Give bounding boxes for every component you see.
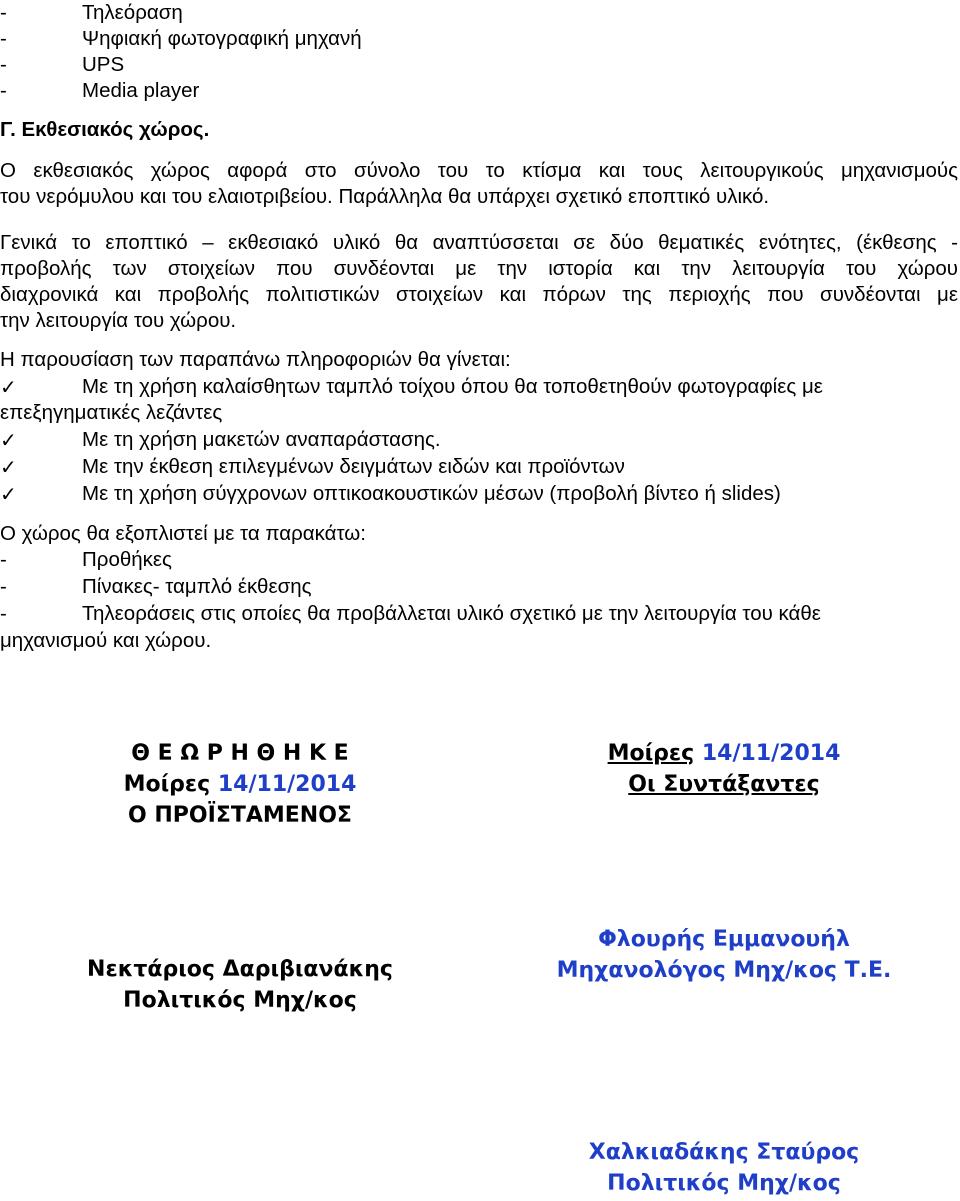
date-text: 14/11/2014: [217, 772, 357, 797]
check-mark-icon: ✓: [0, 375, 17, 399]
list-item-text: Media player: [82, 79, 200, 102]
list-item-text: Ψηφιακή φωτογραφική μηχανή: [82, 27, 362, 50]
approved-label: Θ Ε Ω Ρ Η Θ Η Κ Ε: [131, 741, 349, 766]
head-role: Πολιτικός Μηχ/κος: [123, 988, 357, 1013]
check-item-text: Με τη χρήση μακετών αναπαράστασης.: [82, 428, 441, 451]
place-text: Μοίρες: [607, 741, 695, 766]
paragraph-line: Γενικά το εποπτικό – εκθεσιακό υλικό θα αναπτύσσεται σε δύο θεματικές ενότητες, (έκθεσης -: [0, 231, 958, 254]
equipment-intro: Ο χώρος θα εξοπλιστεί με τα παρακάτω:: [0, 522, 366, 545]
check-item-text: Με τη χρήση σύγχρονων οπτικοακουστικών μέσων (προβολή βίντεο ή slides): [82, 482, 781, 505]
list-item-text: Τηλεόραση: [82, 1, 183, 24]
place-text: Μοίρες: [123, 772, 211, 797]
list-item-continuation: μηχανισμού και χώρου.: [0, 629, 212, 652]
dash-marker: -: [0, 27, 7, 50]
compiler1-name: Φλουρής Εμμανουήλ: [598, 927, 850, 952]
approval-place-date: [40, 769, 440, 800]
check-mark-icon: ✓: [0, 455, 17, 479]
check-mark-icon: ✓: [0, 482, 17, 506]
paragraph-line: Ο εκθεσιακός χώρος αφορά στο σύνολο του το κτίσμα και τους λειτουργικούς μηχανισμούς: [0, 159, 958, 182]
compilers-place-date: [524, 738, 924, 769]
list-item-text: Προθήκες: [82, 548, 172, 571]
date-text: 14/11/2014: [701, 741, 841, 766]
list-item-text: Τηλεοράσεις στις οποίες θα προβάλλεται υλικό σχετικό με την λειτουργία του κάθε: [82, 602, 821, 625]
dash-marker: -: [0, 1, 7, 24]
compiler2-name: Χαλκιαδάκης Σταύρος: [588, 1140, 860, 1165]
check-item-text: Με τη χρήση καλαίσθητων ταμπλό τοίχου όπου θα τοποθετηθούν φωτογραφίες με: [82, 375, 823, 398]
section-heading: Γ. Εκθεσιακός χώρος.: [0, 118, 210, 141]
dash-marker: -: [0, 602, 7, 625]
check-mark-icon: ✓: [0, 428, 17, 452]
compiler1-role: Μηχανολόγος Μηχ/κος Τ.Ε.: [556, 958, 892, 983]
list-item-text: Πίνακες- ταμπλό έκθεσης: [82, 575, 312, 598]
paragraph-line: διαχρονικά και προβολής πολιτιστικών στοιχείων και πόρων της περιοχής που συνδέονται με: [0, 283, 958, 306]
compiler2-role: Πολιτικός Μηχ/κος: [607, 1171, 841, 1196]
dash-marker: -: [0, 79, 7, 102]
head-name-text: Νεκτάριος Δαριβιανάκης: [87, 957, 393, 982]
head-name: [40, 954, 440, 985]
paragraph-line: προβολής των στοιχείων που συνδέονται με την ιστορία και την λειτουργία του χώρου: [0, 257, 958, 280]
compilers-label: Οι Συντάξαντες: [628, 772, 820, 797]
paragraph-line: την λειτουργία του χώρου.: [0, 309, 237, 332]
head-title: Ο ΠΡΟΪΣΤΑΜΕΝΟΣ: [128, 803, 352, 828]
dash-marker: -: [0, 548, 7, 571]
dash-marker: -: [0, 53, 7, 76]
paragraph-line: του νερόμυλου και του ελαιοτριβείου. Παράλληλα θα υπάρχει σχετικό εποπτικό υλικό.: [0, 185, 770, 208]
check-item-text: Με την έκθεση επιλεγμένων δειγμάτων ειδών και προϊόντων: [82, 455, 625, 478]
list-item-text: UPS: [82, 53, 125, 76]
presentation-intro: Η παρουσίαση των παραπάνω πληροφοριών θα γίνεται:: [0, 348, 511, 371]
dash-marker: -: [0, 575, 7, 598]
check-item-continuation: επεξηγηματικές λεζάντες: [0, 401, 223, 424]
